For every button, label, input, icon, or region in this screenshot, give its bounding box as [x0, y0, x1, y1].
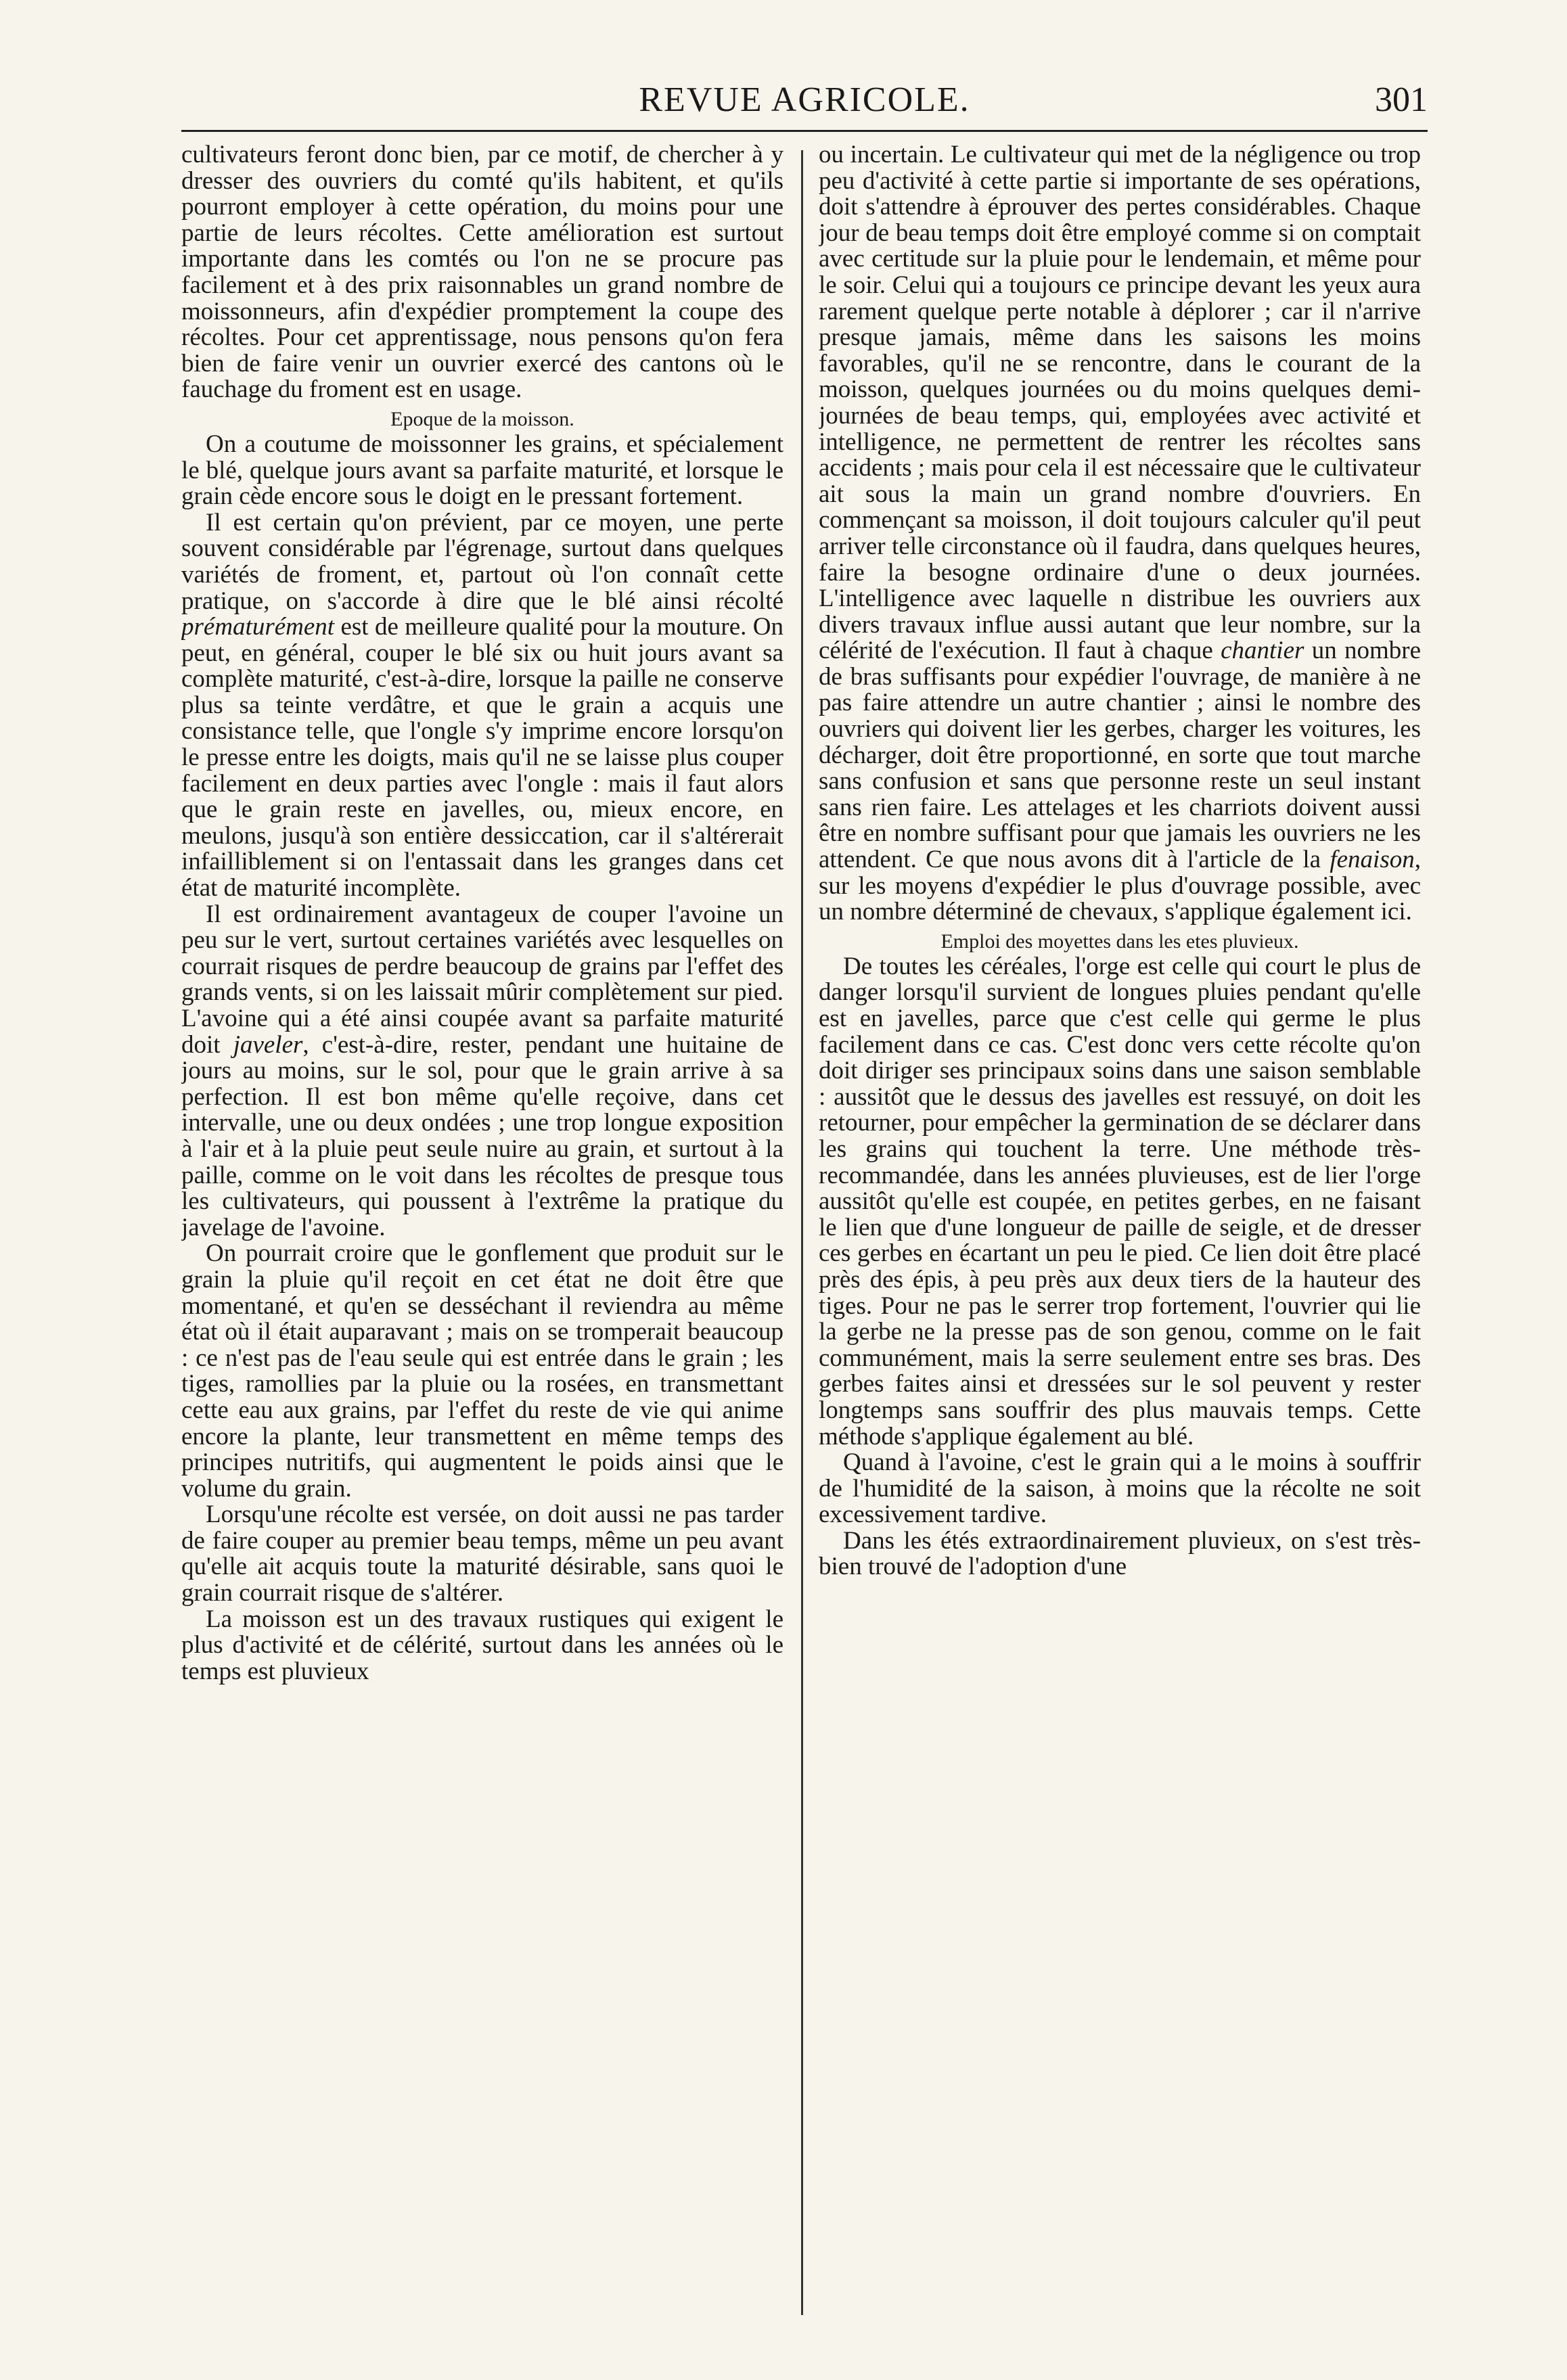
paragraph — [181, 902, 784, 1241]
text-run: est de meilleure qualité pour la mouture. On peut, en général, couper le blé six ou huit jours avant sa complète maturité, c'est-à-dire, lorsque la paille ne conserve plus sa teinte verdâtre, et que le grain a acquis une consistance telle, que l'ongle s'y imprime encore lorsqu'on le presse entre les doigts, mais qu'il ne se laisse plus couper facilement en deux parties avec l'ongle : mais il faut alors que le grain reste en javelles, ou, mieux encore, en meulons, jusqu'à son entière dessiccation, car il s'altérerait infailliblement si on l'entassait dans les granges dans cet état de maturité incomplète. — [181, 613, 784, 902]
italic-term: javeler — [233, 1030, 303, 1059]
paragraph: La moisson est un des travaux rustiques qui exigent le plus d'activité et de célérité, surtout dans les années où le temps est pluvieux — [181, 1605, 784, 1685]
paragraph: Dans les étés extraordinairement pluvieux, on s'est très-bien trouvé de l'adoption d'une — [819, 1526, 1421, 1581]
paragraph: cultivateurs feront donc bien, par ce motif, de chercher à y dresser des ouvriers du comté qu'ils habitent, et qu'ils pourront employer à cette opération, du moins pour une partie de leurs récoltes. Cette amélioration est surtout importante dans les comtés ou l'on ne se procure pas facilement et à des prix raisonnables un grand nombre de moissonneurs, afin d'expédier promptement la coupe des récoltes. Pour cet apprentissage, nous pensons qu'on fera bien de faire venir un ouvrier exercé des cantons où le fauchage du froment est en usage. — [181, 142, 784, 404]
page-number: 301 — [1375, 81, 1428, 119]
text-run: ou incertain. Le cultivateur qui met de la négligence ou trop peu d'activité à cette partie si importante de ses opérations, doit s'attendre à éprouver des pertes considérables. Chaque jour de beau temps doit être employé comme si on comptait avec certitude sur la pluie pour le lendemain, et même pour le soir. Celui qui a toujours ce principe devant les yeux aura rarement quelque perte notable à déplorer ; car il n'arrive presque jamais, même dans les saisons les moins favorables, qu'il ne se rencontre, dans le courant de la moisson, quelques journées ou du moins quelques demi-journées de beau temps, qui, employées avec activité et intelligence, ne permettent de rentrer les récoltes sans accidents ; mais pour cela il est nécessaire que le cultivateur ait sous la main un grand nombre d'ouvriers. En commençant sa moisson, il doit toujours calculer qu'il peut arriver telle circonstance où il faudra, dans quelques heures, faire la besogne ordinaire d'une o deux journées. L'intelligence avec laquelle n distribue les ouvriers aux divers travaux influe aussi autant que leur nombre, sur la célérité de l'exécution. Il faut à chaque — [819, 142, 1421, 665]
running-title: REVUE AGRICOLE. — [639, 81, 970, 119]
page-header — [181, 80, 1428, 132]
text-run: , c'est-à-dire, rester, pendant une huitaine de jours au moins, sur le sol, pour que le grain arrive à sa perfection. Il est bon même qu'elle reçoive, dans cet intervalle, une ou deux ondées ; une trop longue exposition à l'air et à la pluie peut seule nuire au grain, et surtout à la paille, comme on le voit dans les récoltes de presque tous les cultivateurs, qui poussent à l'extrême la pratique du javelage de l'avoine. — [181, 1030, 784, 1241]
italic-term: prématurément — [181, 613, 335, 641]
section-heading: Epoque de la moisson. — [390, 407, 574, 430]
right-column — [819, 142, 1421, 2327]
italic-term: fenaison — [1330, 846, 1415, 874]
paragraph — [819, 142, 1421, 925]
paragraph: De toutes les céréales, l'orge est celle qui court le plus de danger lorsqu'il survient de longues pluies pendant qu'elle est en javelles, parce que c'est celle qui germe le plus facilement dans ce cas. C'est donc vers cette récolte qu'on doit diriger ses principaux soins dans une saison semblable : aussitôt que le dessus des javelles est ressuyé, on doit les retourner, pour empêcher la germination de se déclarer dans les grains qui touchent la terre. Une méthode très-recommandée, dans les années pluvieuses, est de lier l'orge aussitôt qu'elle est coupée, en petites gerbes, en ne faisant le lien que d'une longueur de paille de seigle, et de dresser ces gerbes en écartant un peu le pied. Ce lien doit être placé près des épis, à peu près aux deux tiers de la hauteur des tiges. Pour ne pas le serrer trop fortement, l'ouvrier qui lie la gerbe ne la presse pas de son genou, comme on le fait communément, mais la serre seulement entre ses bras. Des gerbes faites ainsi et dressées sur le sol peuvent y rester longtemps sans souffrir des plus mauvais temps. Cette méthode s'applique également au blé. — [819, 952, 1421, 1450]
left-column — [181, 142, 784, 2327]
text-run: Il est certain qu'on prévient, par ce moyen, une perte souvent considérable par l'égrenage, surtout dans quelques variétés de froment, et, partout où l'on connaît cette pratique, on s'accorde à dire que le blé ainsi récolté — [181, 508, 784, 615]
text-run: , sur les moyens d'expédier le plus d'ouvrage possible, avec un nombre déterminé de chevaux, s'applique également ici. — [819, 846, 1421, 926]
paragraph: On pourrait croire que le gonflement que produit sur le grain la pluie qu'il reçoit en cet état ne doit être que momentané, et qu'en se desséchant il reviendra au même état où il était auparavant ; mais on se tromperait beaucoup : ce n'est pas de l'eau seule qui est entrée dans le grain ; les tiges, ramollies par la pluie ou la rosées, en transmettant cette eau aux grains, par l'effet du reste de vie qui anime encore la plante, leur transmettent en même temps des principes nutritifs, qui augmentent le poids ainsi que le volume du grain. — [181, 1239, 784, 1503]
column-divider — [801, 150, 803, 2315]
paragraph: On a coutume de moissonner les grains, et spécialement le blé, quelque jours avant sa parfaite maturité, et lorsque le grain cède encore sous le doigt en le pressant fortement. — [181, 430, 784, 511]
section-heading: Emploi des moyettes dans les etes pluvieux. — [940, 930, 1299, 953]
text-run: un nombre de bras suffisants pour expédier l'ouvrage, de manière à ne pas faire attendre un autre chantier ; ainsi le nombre des ouvriers qui doivent lier les gerbes, charger les voitures, les décharger, doit être proportionné, en sorte que tout marche sans confusion et sans que personne reste un seul instant sans rien faire. Les attelages et les charriots doivent aussi être en nombre suffisant pour que jamais les ouvriers ne les attendent. Ce que nous avons dit à l'article de la — [819, 637, 1421, 874]
italic-term: chantier — [1221, 637, 1304, 665]
text-run: Il est ordinairement avantageux de couper l'avoine un peu sur le vert, surtout certaines variétés avec lesquelles on courrait risques de perdre beaucoup de grains par l'effet des grands vents, si on les laissait mûrir complètement sur pied. L'avoine qui a été ainsi coupée avant sa parfaite maturité doit — [181, 900, 784, 1059]
paragraph: Quand à l'avoine, c'est le grain qui a le moins à souffrir de l'humidité de la saison, à moins que la récolte ne soit excessivement tardive. — [819, 1448, 1421, 1529]
paragraph — [181, 510, 784, 902]
paragraph: Lorsqu'une récolte est versée, on doit aussi ne pas tarder de faire couper au premier beau temps, même un peu avant qu'elle ait acquis toute la maturité désirable, sans quoi le grain courrait risque de s'altérer. — [181, 1501, 784, 1607]
